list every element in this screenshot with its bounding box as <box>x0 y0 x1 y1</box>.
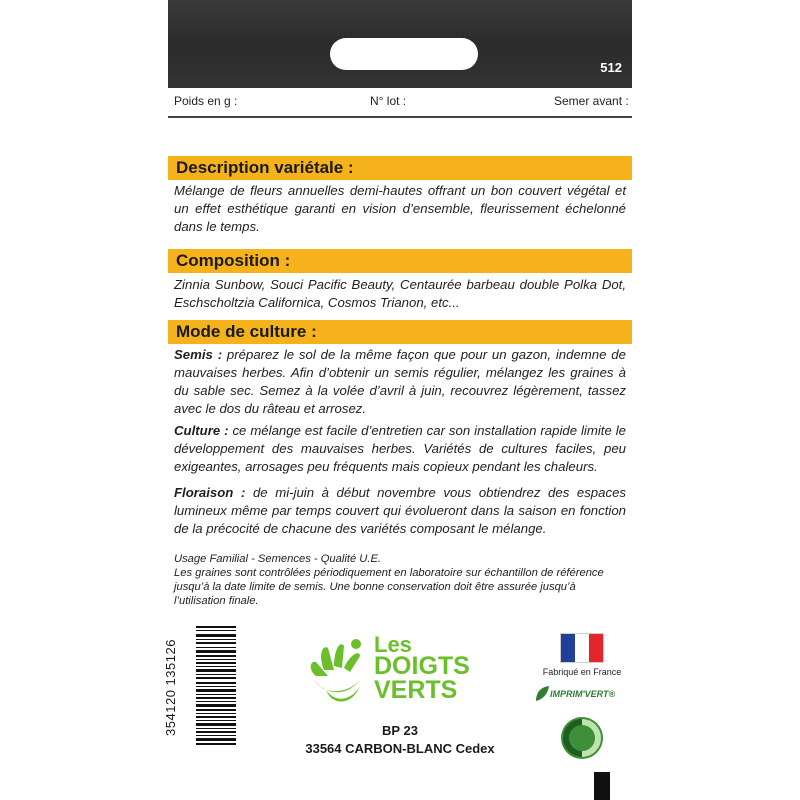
barcode-number <box>162 630 192 750</box>
address-line-2: 33564 CARBON-BLANC Cedex <box>305 741 495 756</box>
imprim-vert-label: IMPRIM'VERT® <box>550 689 616 699</box>
culture-paragraph <box>174 422 626 476</box>
composition-header <box>168 249 632 273</box>
semis-paragraph <box>174 346 626 418</box>
control-note: Les graines sont contrôlées périodiquement en laboratoire sur échantillon de référence jusqu’à la date limite de semis. Une bonne conservation doit être assurée jusqu’à l’utilisation finale. <box>174 567 604 607</box>
semis-text: préparez le sol de la même façon que pour un gazon, indemne de mauvaises herbes. Afin d’obtenir un semis régulier, mélangez les graines à du sable sec. Semez à la volée d’avril à juin, recouvrez légèrement, tassez avec le dos du râteau et arrosez. <box>174 347 626 416</box>
culture-label: Culture : <box>174 423 229 438</box>
leaf-icon <box>534 685 550 703</box>
floraison-paragraph <box>174 484 626 538</box>
address <box>300 722 500 758</box>
description-title: Description variétale : <box>176 158 354 177</box>
green-dot-recycle-icon <box>560 716 604 760</box>
description-text: Mélange de fleurs annuelles demi-hautes offrant un bon couvert végétal et un effet esthétique garanti en vision d’ensemble, fleurissement échelonné dans le temps. <box>174 183 626 234</box>
brand-line-1: Les <box>374 632 412 657</box>
culture-title: Mode de culture : <box>176 322 317 341</box>
brand-logo <box>306 632 470 712</box>
product-code: 512 <box>600 60 622 75</box>
brand-line-3: VERTS <box>374 676 458 704</box>
culture-text: ce mélange est facile d’entretien car son installation rapide limite le développement des mauvaises herbes. Variétés de cultures faciles, peu exigeantes, arrosages peu fréquents mais copieux pendant les chaleurs. <box>174 423 626 474</box>
usage-note: Usage Familial - Semences - Qualité U.E. <box>174 553 382 565</box>
composition-text: Zinnia Sunbow, Souci Pacific Beauty, Centaurée barbeau double Polka Dot, Eschscholtzia Californica, Cosmos Trianon, etc... <box>174 277 626 310</box>
imprim-vert-logo <box>534 684 634 704</box>
floraison-label: Floraison : <box>174 485 246 500</box>
weight-label: Poids en g : <box>174 94 238 108</box>
brand-line-2: DOIGTS <box>374 652 470 680</box>
barcode <box>196 626 236 746</box>
sow-before-label: Semer avant : <box>554 94 629 108</box>
edge-mark <box>594 772 610 800</box>
description-header <box>168 156 632 180</box>
floraison-text: de mi-juin à début novembre vous obtiendrez des espaces lumineux même par temps couvert qui évolueront dans la saison en fonction de la précocité de chacune des variétés composant le mélange. <box>174 485 627 536</box>
barcode-digits: 354120 135126 <box>162 639 178 736</box>
composition-title: Composition : <box>176 251 291 270</box>
address-line-1: BP 23 <box>382 723 418 738</box>
header-band <box>168 0 632 88</box>
semis-label: Semis : <box>174 347 223 362</box>
made-in-france-label: Fabriqué en France <box>542 667 622 677</box>
france-flag-icon <box>560 633 604 663</box>
lot-label: N° lot : <box>370 94 407 108</box>
culture-header <box>168 320 632 344</box>
hands-icon <box>306 636 370 708</box>
hanging-slot <box>330 38 478 70</box>
meta-divider <box>168 116 632 118</box>
